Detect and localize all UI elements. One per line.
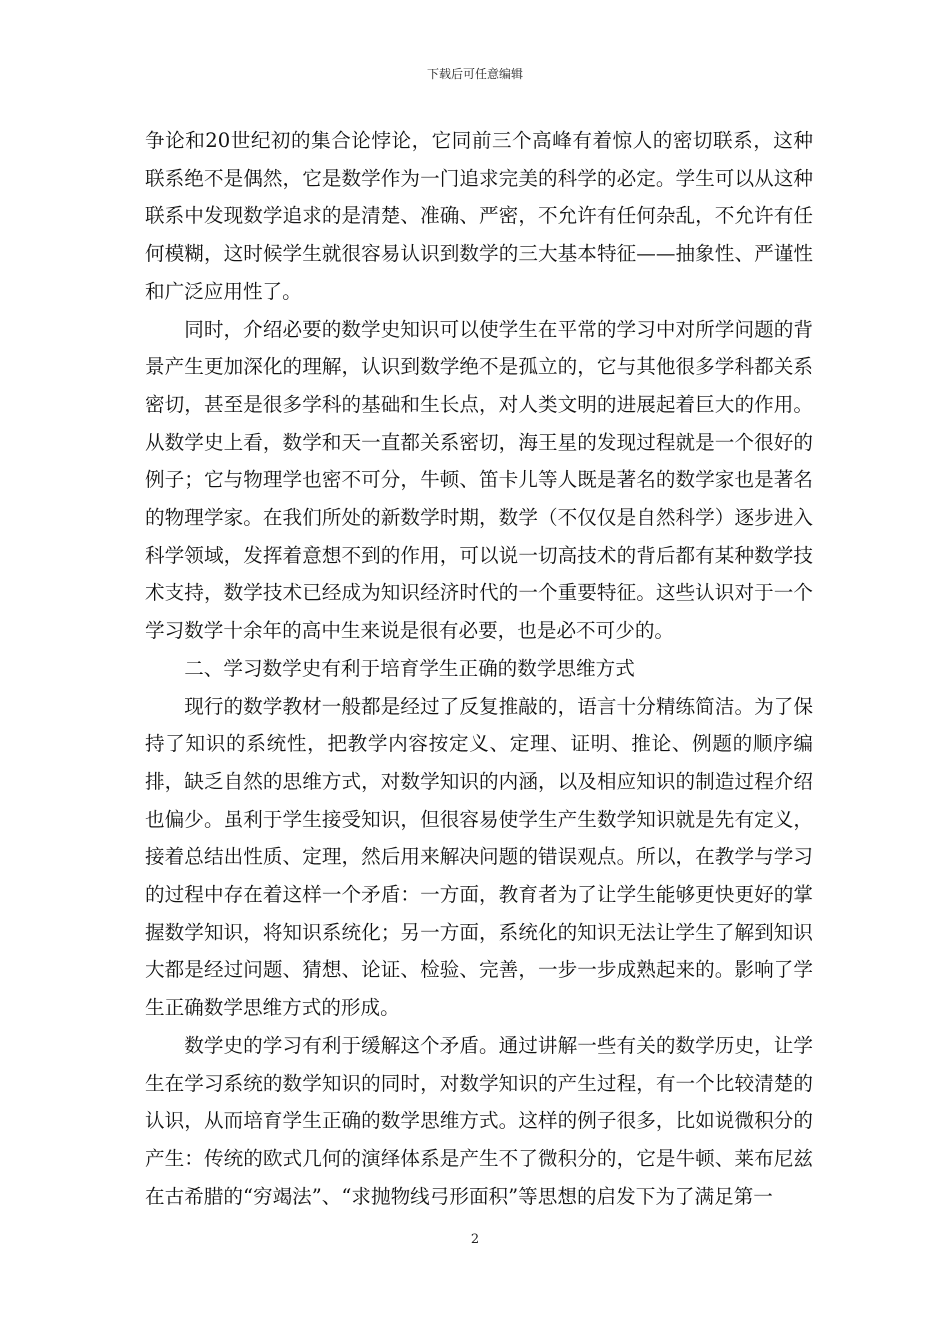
document-body	[145, 122, 813, 1215]
page-number: 2	[470, 1232, 480, 1247]
paragraph-4: 数学史的学习有利于缓解这个矛盾。通过讲解一些有关的数学历史，让学生在学习系统的数学知识的同时，对数学知识的产生过程，有一个比较清楚的认识，从而培育学生正确的数学思维方式。这样的例子很多，比如说微积分的产生：传统的欧式几何的演绎体系是产生不了微积分的，它是牛顿、莱布尼兹在古希腊的“穷竭法”、“求抛物线弓形面积”等思想的启发下为了满足第一	[145, 1033, 813, 1208]
paragraph-3: 现行的数学教材一般都是经过了反复推敲的，语言十分精练简洁。为了保持了知识的系统性，把教学内容按定义、定理、证明、推论、例题的顺序编排，缺乏自然的思维方式，对数学知识的内涵，以及相应知识的制造过程介绍也偏少。虽利于学生接受知识，但很容易使学生产生数学知识就是先有定义，接着总结出性质、定理，然后用来解决问题的错误观点。所以，在教学与学习的过程中存在着这样一个矛盾：一方面，教育者为了让学生能够更快更好的掌握数学知识，将知识系统化；另一方面，系统化的知识无法让学生了解到知识大都是经过问题、猜想、论证、检验、完善，一步一步成熟起来的。影响了学生正确数学思维方式的形成。	[145, 694, 813, 1020]
section-heading: 二、学习数学史有利于培育学生正确的数学思维方式	[184, 656, 635, 680]
paragraph-2: 同时，介绍必要的数学史知识可以使学生在平常的学习中对所学问题的背景产生更加深化的理解，认识到数学绝不是孤立的，它与其他很多学科都关系密切，甚至是很多学科的基础和生长点，对人类文明的进展起着巨大的作用。从数学史上看，数学和天一直都关系密切，海王星的发现过程就是一个很好的例子；它与物理学也密不可分，牛顿、笛卡儿等人既是著名的数学家也是著名的物理学家。在我们所处的新数学时期，数学（不仅仅是自然科学）逐步进入科学领域，发挥着意想不到的作用，可以说一切高技术的背后都有某种数学技术支持，数学技术已经成为知识经济时代的一个重要特征。这些认识对于一个学习数学十余年的高中生来说是很有必要，也是必不可少的。	[145, 317, 813, 643]
paragraph-1: 争论和20世纪初的集合论悖论，它同前三个高峰有着惊人的密切联系，这种联系绝不是偶然，它是数学作为一门追求完美的科学的必定。学生可以从这种联系中发现数学追求的是清楚、准确、严密，不允许有任何杂乱，不允许有任何模糊，这时候学生就很容易认识到数学的三大基本特征——抽象性、严谨性和广泛应用性了。	[145, 129, 813, 303]
page-header: 下载后可任意编辑	[426, 67, 523, 81]
